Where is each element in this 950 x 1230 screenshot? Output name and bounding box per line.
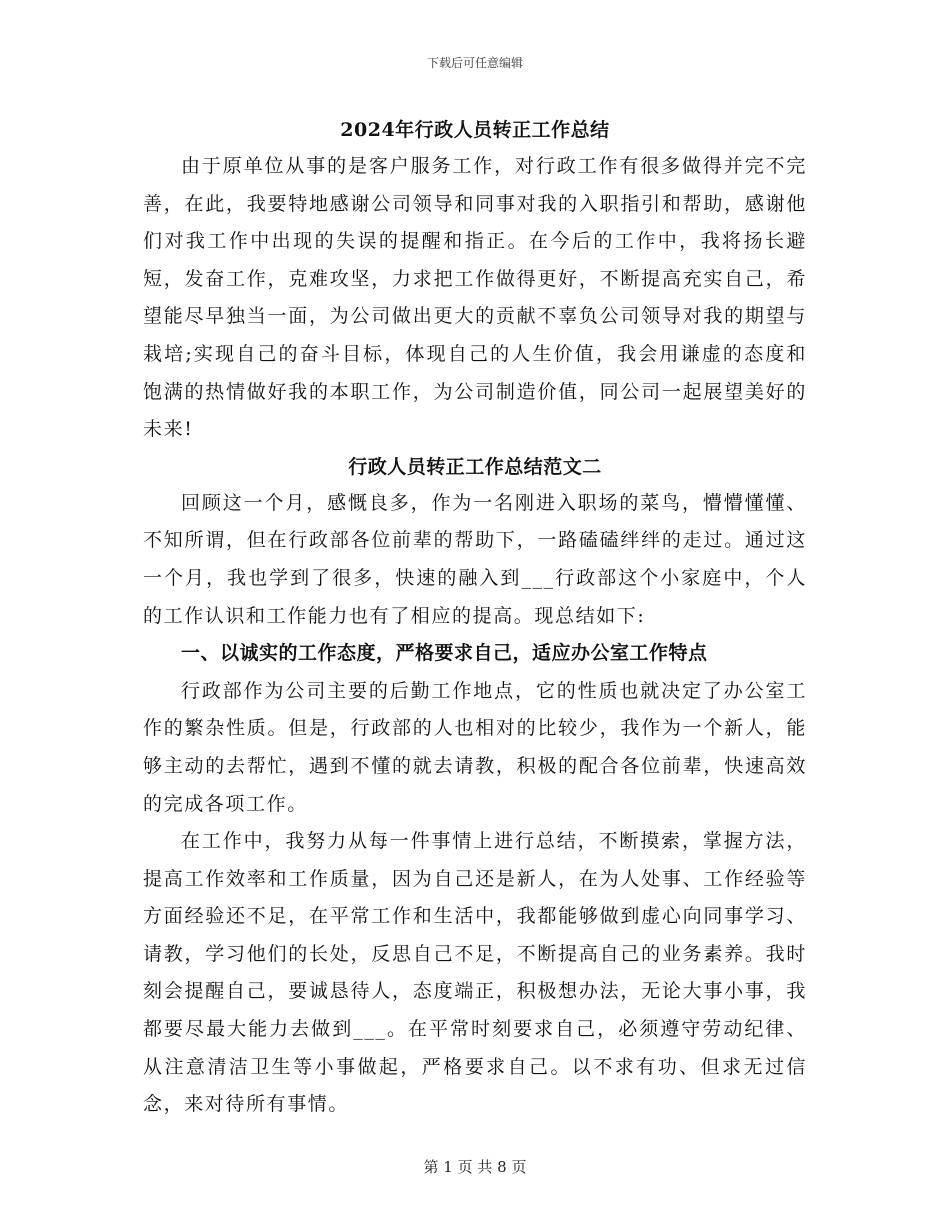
page-header-note: 下载后可任意编辑	[426, 56, 523, 70]
section-heading-1: 一、以诚实的工作态度，严格要求自己，适应办公室工作特点	[181, 642, 708, 665]
paragraph-intro: 由于原单位从事的是客户服务工作，对行政工作有很多做得并完不完善，在此，我要特地感谢公司领导和同事对我的入职指引和帮助，感谢他们对我工作中出现的失误的提醒和指正。在今后的工作中，我将扬长避短，发奋工作，克难攻坚，力求把工作做得更好，不断提高充实自己，希望能尽早独当一面，为公司做出更大的贡献不辜负公司领导对我的期望与栽培;实现自己的奋斗目标，体现自己的人生价值，我会用谦虚的态度和饱满的热情做好我的本职工作，为公司制造价值，同公司一起展望美好的未来!	[143, 155, 807, 441]
section-title: 行政人员转正工作总结范文二	[348, 455, 602, 478]
page-footer-page-number: 第 1 页 共 8 页	[423, 1158, 527, 1176]
paragraph-review: 回顾这一个月，感慨良多，作为一名刚进入职场的菜鸟，懵懵懂懂、不知所谓，但在行政部各位前辈的帮助下，一路磕磕绊绊的走过。通过这一个月，我也学到了很多，快速的融入到___行政部这个小家庭中，个人的工作认识和工作能力也有了相应的提高。现总结如下:	[143, 491, 807, 627]
paragraph-work-summary: 在工作中，我努力从每一件事情上进行总结，不断摸索，掌握方法，提高工作效率和工作质量，因为自己还是新人，在为人处事、工作经验等方面经验还不足，在平常工作和生活中，我都能够做到虚心向同事学习、请教，学习他们的长处，反思自己不足，不断提高自己的业务素养。我时刻会提醒自己，要诚恳待人，态度端正，积极想办法，无论大事小事，我都要尽最大能力去做到___。在平常时刻要求自己，必须遵守劳动纪律、从注意清洁卫生等小事做起，严格要求自己。以不求有功、但求无过信念，来对待所有事情。	[143, 830, 807, 1116]
document-title: 2024年行政人员转正工作总结	[340, 119, 610, 141]
document-body	[143, 110, 807, 1124]
paragraph-admin-dept: 行政部作为公司主要的后勤工作地点，它的性质也就决定了办公室工作的繁杂性质。但是，行政部的人也相对的比较少，我作为一个新人，能够主动的去帮忙，遇到不懂的就去请教，积极的配合各位前辈，快速高效的完成各项工作。	[143, 679, 807, 815]
